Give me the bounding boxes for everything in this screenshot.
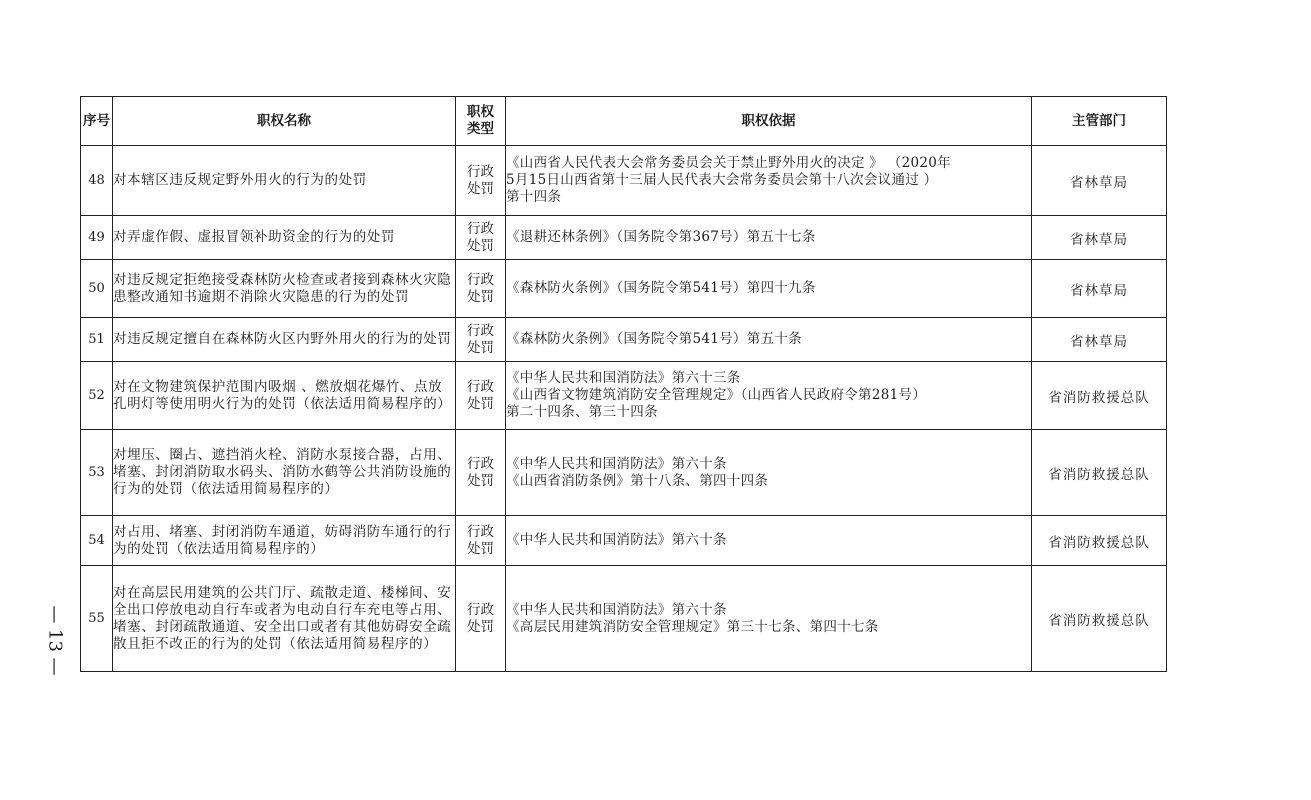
cell-dept: 省消防救援总队: [1032, 566, 1167, 672]
cell-dept: 省消防救援总队: [1032, 362, 1167, 430]
cell-no: 53: [81, 430, 113, 516]
cell-type: 行政 处罚: [456, 260, 506, 318]
cell-name: 对违反规定擅自在森林防火区内野外用火的行为的处罚: [113, 318, 456, 362]
cell-name: 对在文物建筑保护范围内吸烟 、燃放烟花爆竹、点放孔明灯等使用明火行为的处罚（依法适用简易程序的）: [113, 362, 456, 430]
cell-name: 对在高层民用建筑的公共门厅、疏散走道、楼梯间、安全出口停放电动自行车或者为电动自行车充电等占用、堵塞、封闭疏散通道、安全出口或者有其他妨碍安全疏散且拒不改正的行为的处罚（依法适用简易程序的）: [113, 566, 456, 672]
cell-name: 对违反规定拒绝接受森林防火检查或者接到森林火灾隐患整改通知书逾期不消除火灾隐患的行为的处罚: [113, 260, 456, 318]
cell-basis: [506, 430, 1032, 516]
cell-dept: 省林草局: [1032, 318, 1167, 362]
cell-name: 对埋压、圈占、遮挡消火栓、消防水泵接合器，占用、堵塞、封闭消防取水码头、消防水鹤等公共消防设施的行为的处罚（依法适用简易程序的）: [113, 430, 456, 516]
basis-line: 《高层民用建筑消防安全管理规定》第三十七条、第四十七条: [506, 618, 879, 635]
cell-dept: 省林草局: [1032, 216, 1167, 260]
cell-type: 行政 处罚: [456, 516, 506, 566]
cell-no: 48: [81, 146, 113, 216]
cell-basis: [506, 260, 1032, 318]
header-name: 职权名称: [113, 97, 456, 146]
cell-type: 行政 处罚: [456, 430, 506, 516]
header-no: 序号: [81, 97, 113, 146]
table-row: [81, 516, 1167, 566]
basis-line: 第二十四条、第三十四条: [506, 404, 658, 420]
basis-line: 《中华人民共和国消防法》第六十三条: [506, 370, 741, 386]
basis-line: 第十四条: [506, 189, 562, 205]
table-row: [81, 362, 1167, 430]
cell-no: 51: [81, 318, 113, 362]
table-row: [81, 318, 1167, 362]
cell-basis: [506, 146, 1032, 216]
cell-name: 对本辖区违反规定野外用火的行为的处罚: [113, 146, 456, 216]
cell-type: 行政 处罚: [456, 146, 506, 216]
table-row: [81, 260, 1167, 318]
cell-basis: [506, 318, 1032, 362]
cell-no: 55: [81, 566, 113, 672]
cell-name: 对弄虚作假、虚报冒领补助资金的行为的处罚: [113, 216, 456, 260]
table-row: [81, 146, 1167, 216]
table-header: [81, 97, 1167, 146]
table-row: [81, 216, 1167, 260]
cell-dept: 省消防救援总队: [1032, 516, 1167, 566]
header-dept: 主管部门: [1032, 97, 1167, 146]
cell-basis: [506, 216, 1032, 260]
cell-dept: 省林草局: [1032, 260, 1167, 318]
cell-dept: 省林草局: [1032, 146, 1167, 216]
table-row: [81, 430, 1167, 516]
cell-type: 行政 处罚: [456, 566, 506, 672]
basis-line: 《中华人民共和国消防法》第六十条: [506, 601, 727, 618]
page-number-text: — 13 —: [44, 605, 66, 676]
cell-basis: [506, 516, 1032, 566]
cell-name: 对占用、堵塞、封闭消防车通道，妨碍消防车通行的行为的处罚（依法适用简易程序的）: [113, 516, 456, 566]
authority-table: [80, 96, 1167, 672]
page-number: [40, 600, 70, 690]
basis-line: 《山西省消防条例》第十八条、第四十四条: [506, 472, 769, 489]
basis-line: 《中华人民共和国消防法》第六十条: [506, 532, 727, 548]
cell-type: 行政 处罚: [456, 216, 506, 260]
basis-line: 《森林防火条例》（国务院令第541号）第四十九条: [506, 280, 816, 296]
cell-no: 49: [81, 216, 113, 260]
cell-no: 52: [81, 362, 113, 430]
basis-line: 5月15日山西省第十三届人民代表大会常务委员会第十八次会议通过 ）: [506, 172, 938, 188]
basis-line: 《山西省文物建筑消防安全管理规定》（山西省人民政府令第281号）: [506, 387, 927, 403]
basis-line: 《退耕还林条例》（国务院令第367号）第五十七条: [506, 229, 816, 245]
cell-no: 54: [81, 516, 113, 566]
table-body: [81, 146, 1167, 672]
cell-type: 行政 处罚: [456, 362, 506, 430]
table-row: [81, 566, 1167, 672]
header-type: [456, 97, 506, 146]
basis-line: 《森林防火条例》（国务院令第541号）第五十条: [506, 331, 802, 347]
basis-line: 《中华人民共和国消防法》第六十条: [506, 455, 727, 472]
header-basis: 职权依据: [506, 97, 1032, 146]
cell-basis: [506, 362, 1032, 430]
cell-type: 行政 处罚: [456, 318, 506, 362]
basis-line: 《山西省人民代表大会常务委员会关于禁止野外用火的决定 》 （2020年: [506, 155, 951, 171]
cell-no: 50: [81, 260, 113, 318]
cell-dept: 省消防救援总队: [1032, 430, 1167, 516]
header-type-label: 职权 类型: [467, 104, 494, 137]
cell-basis: [506, 566, 1032, 672]
